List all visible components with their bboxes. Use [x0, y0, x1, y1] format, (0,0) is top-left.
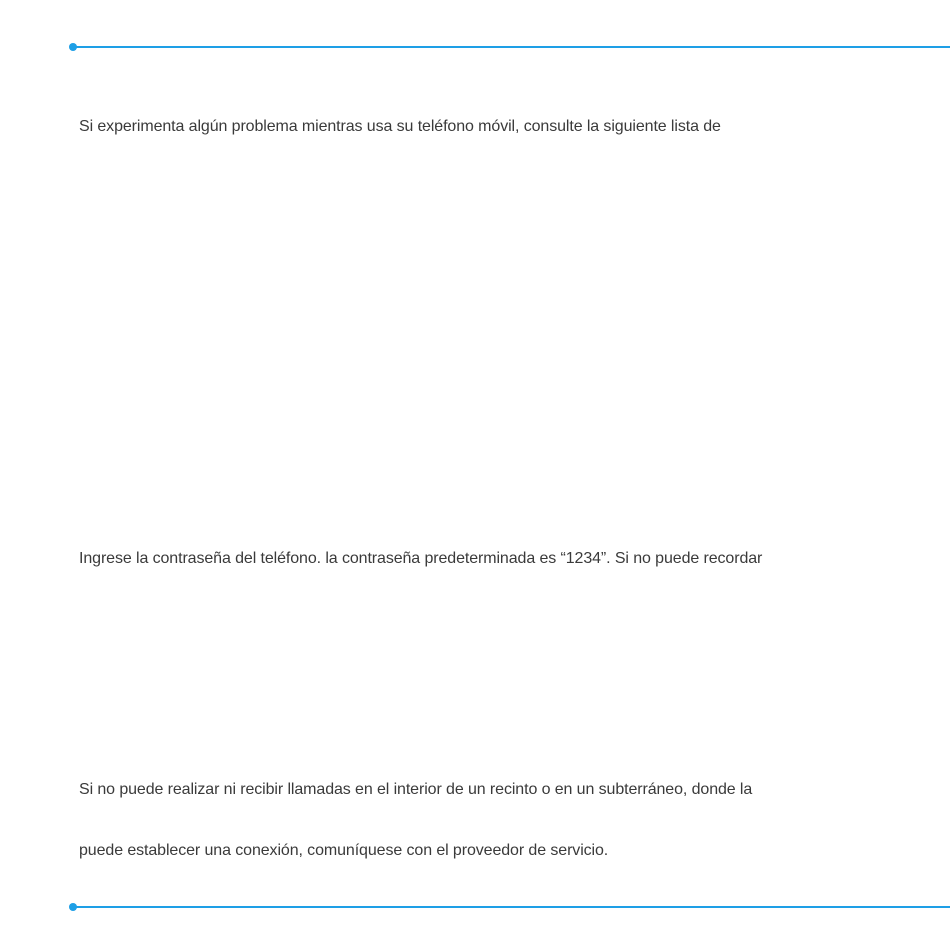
- paragraph-indoor-calls: Si no puede realizar ni recibir llamadas en el interior de un recinto o en un subterráneo, donde la: [79, 781, 753, 798]
- bottom-divider-bullet: [69, 903, 77, 911]
- top-divider-rule: [70, 46, 950, 48]
- top-divider-bullet: [69, 43, 77, 51]
- bottom-divider-rule: [70, 906, 950, 908]
- paragraph-troubleshooting-intro: Si experimenta algún problema mientras usa su teléfono móvil, consulte la siguiente lista de: [79, 118, 721, 135]
- paragraph-contact-provider: puede establecer una conexión, comuníquese con el proveedor de servicio.: [79, 842, 609, 859]
- paragraph-password-instruction: Ingrese la contraseña del teléfono. la contraseña predeterminada es “1234”. Si no puede recordar: [79, 550, 763, 567]
